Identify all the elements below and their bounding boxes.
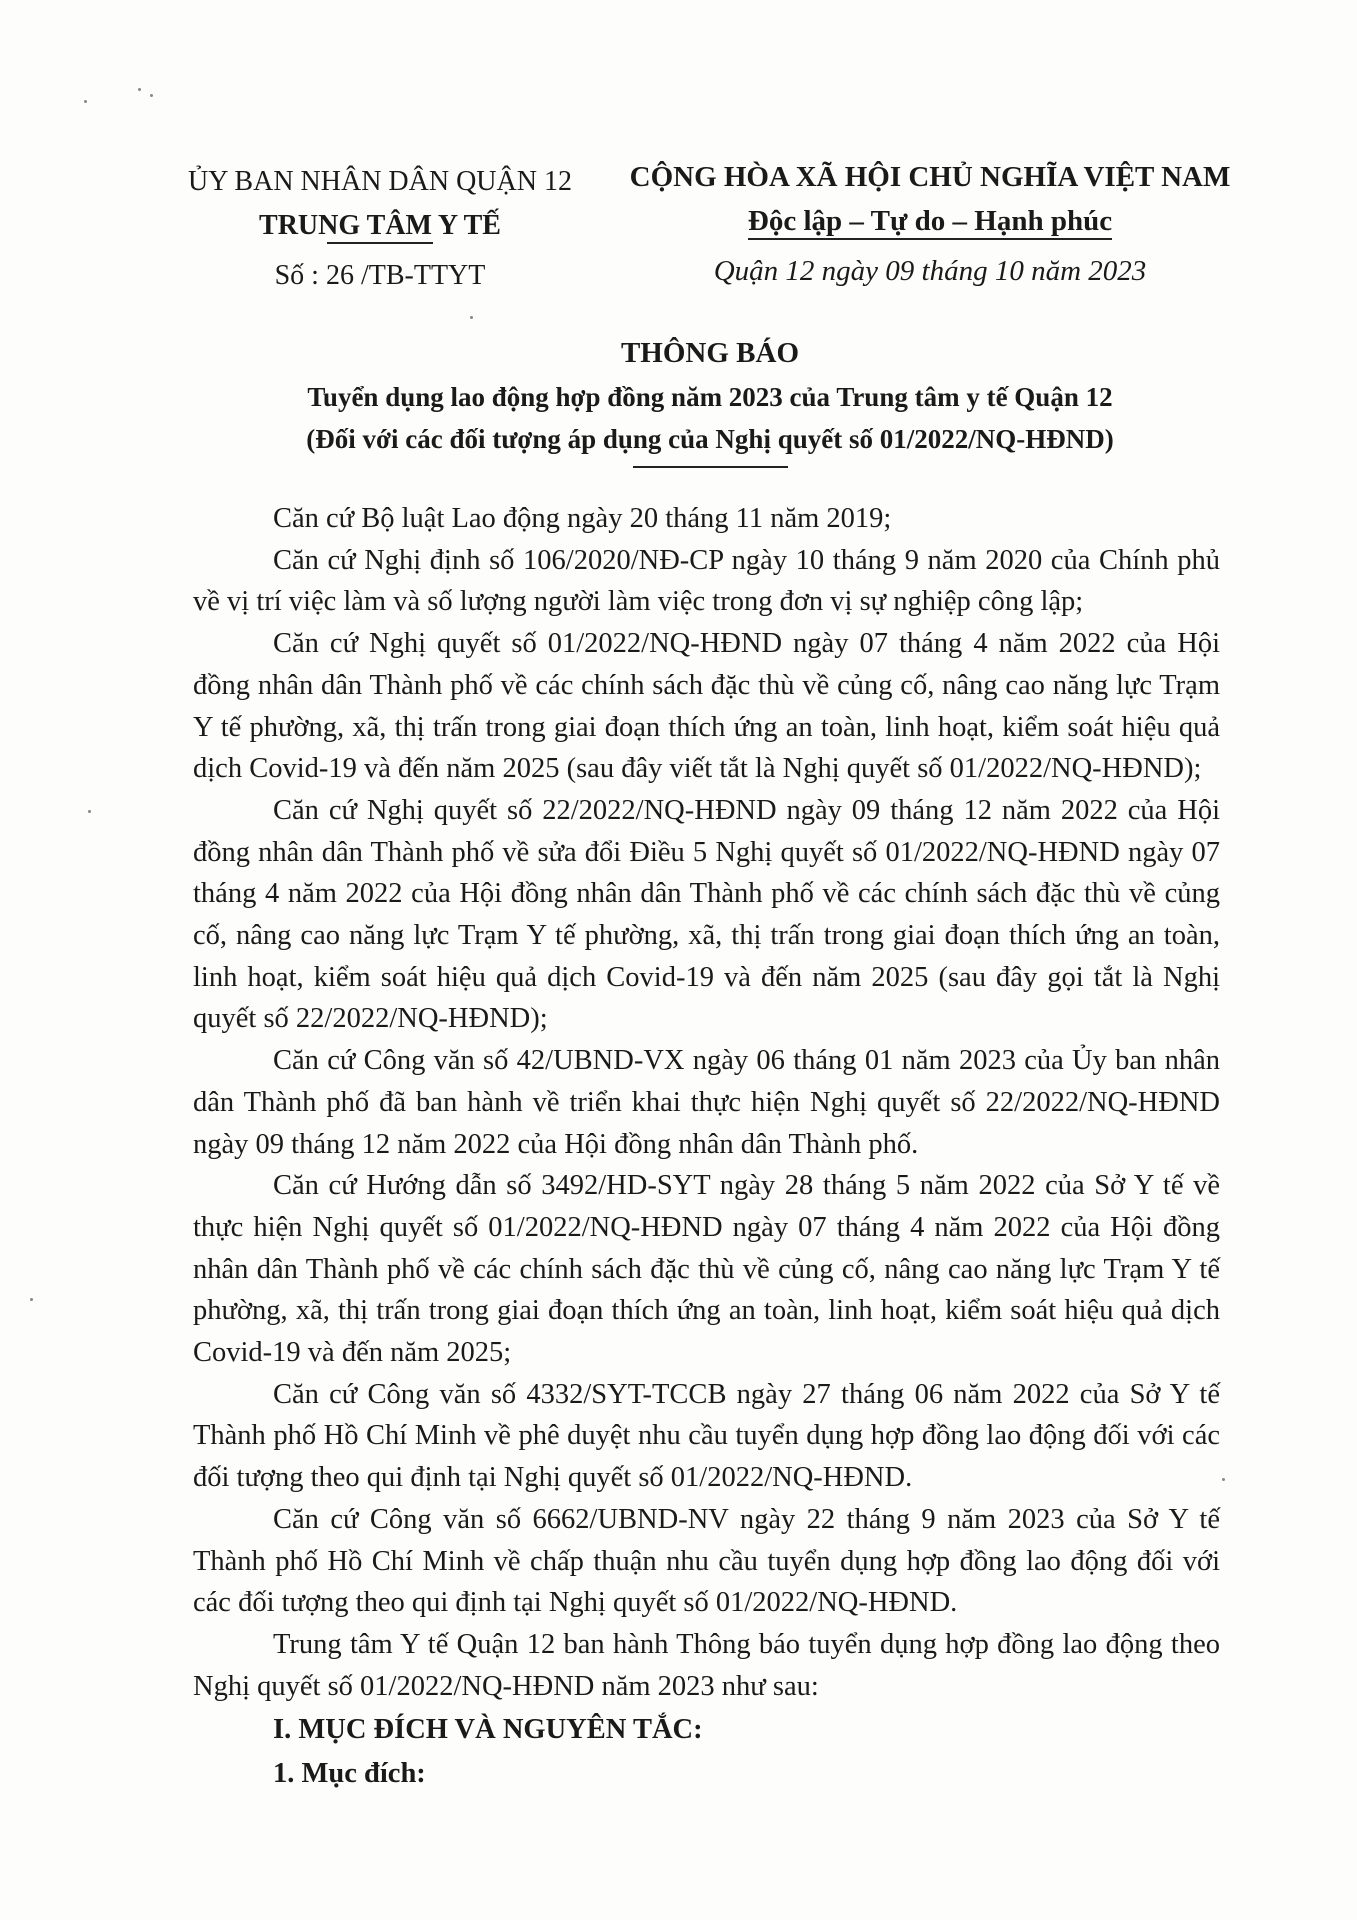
legal-basis-paragraph: Căn cứ Nghị quyết số 01/2022/NQ-HĐND ngày 07 tháng 4 năm 2022 của Hội đồng nhân dân Thành phố về các chính sách đặc thù về củng cố, nâng cao năng lực Trạm Y tế phường, xã, thị trấn trong giai đoạn thích ứng an toàn, linh hoạt, kiểm soát hiệu quả dịch Covid-19 và đến năm 2025 (sau đây viết tắt là Nghị quyết số 01/2022/NQ-HĐND); xyxy=(193,628,1220,785)
legal-basis-paragraph: Căn cứ Công văn số 4332/SYT-TCCB ngày 27 tháng 06 năm 2022 của Sở Y tế Thành phố Hồ Chí Minh về phê duyệt nhu cầu tuyển dụng hợp đồng lao động đối với các đối tượng theo qui định tại Nghị quyết số 01/2022/NQ-HĐND. xyxy=(193,1378,1220,1494)
section-heading: I. MỤC ĐÍCH VÀ NGUYÊN TẮC: xyxy=(273,1714,703,1746)
country-name: CỘNG HÒA XÃ HỘI CHỦ NGHĨA VIỆT NAM xyxy=(629,161,1231,193)
document-body xyxy=(193,498,1220,1795)
legal-basis-paragraph: Căn cứ Công văn số 42/UBND-VX ngày 06 tháng 01 năm 2023 của Ủy ban nhân dân Thành phố đã ban hành về triển khai thực hiện Nghị quyết số 22/2022/NQ-HĐND ngày 09 tháng 12 năm 2022 của Hội đồng nhân dân Thành phố. xyxy=(193,1045,1220,1160)
legal-basis-paragraph: Căn cứ Hướng dẫn số 3492/HD-SYT ngày 28 tháng 5 năm 2022 của Sở Y tế về thực hiện Nghị quyết số 01/2022/NQ-HĐND ngày 07 tháng 4 năm 2022 của Hội đồng nhân dân Thành phố về các chính sách đặc thù về củng cố, nâng cao năng lực Trạm Y tế phường, xã, thị trấn trong giai đoạn thích ứng an toàn, linh hoạt, kiểm soát hiệu quả dịch Covid-19 và đến năm 2025; xyxy=(193,1170,1220,1369)
national-motto-text: Độc lập – Tự do – Hạnh phúc xyxy=(748,204,1112,240)
legal-basis-paragraph: Căn cứ Bộ luật Lao động ngày 20 tháng 11 năm 2019; xyxy=(273,503,892,534)
legal-basis-paragraph: Căn cứ Công văn số 6662/UBND-NV ngày 22 tháng 9 năm 2023 của Sở Y tế Thành phố Hồ Chí Minh về chấp thuận nhu cầu tuyển dụng hợp đồng lao động đối với các đối tượng theo qui định tại Nghị quyết số 01/2022/NQ-HĐND. xyxy=(193,1503,1220,1619)
subsection-heading: 1. Mục đích: xyxy=(273,1758,426,1790)
legal-basis-paragraph: Căn cứ Nghị định số 106/2020/NĐ-CP ngày 10 tháng 9 năm 2020 của Chính phủ về vị trí việc làm và số lượng người làm việc trong đơn vị sự nghiệp công lập; xyxy=(193,544,1220,618)
title-line-2: (Đối với các đối tượng áp dụng của Nghị quyết số 01/2022/NQ-HĐND) xyxy=(306,424,1114,454)
document-title xyxy=(120,330,1300,468)
document-number: Số : 26 /TB-TTYT xyxy=(274,260,486,291)
national-header-block xyxy=(610,155,1250,293)
title-main: THÔNG BÁO xyxy=(620,337,800,369)
issuing-agency-block xyxy=(150,160,610,298)
title-line-1: Tuyển dụng lao động hợp đồng năm 2023 của Trung tâm y tế Quận 12 xyxy=(307,382,1113,412)
agency-name-text: TRUNG TÂM Y TẾ xyxy=(259,204,501,248)
agency-name xyxy=(150,204,610,248)
intro-paragraph: Trung tâm Y tế Quận 12 ban hành Thông báo tuyển dụng hợp đồng lao động theo Nghị quyết số 01/2022/NQ-HĐND năm 2023 như sau: xyxy=(193,1628,1220,1702)
legal-basis-paragraph: Căn cứ Nghị quyết số 22/2022/NQ-HĐND ngày 09 tháng 12 năm 2022 của Hội đồng nhân dân Thành phố về sửa đổi Điều 5 Nghị quyết số 01/2022/NQ-HĐND ngày 07 tháng 4 năm 2022 của Hội đồng nhân dân Thành phố về các chính sách đặc thù về củng cố, nâng cao năng lực Trạm Y tế phường, xã, thị trấn trong giai đoạn thích ứng an toàn, linh hoạt, kiểm soát hiệu quả dịch Covid-19 và đến năm 2025 (sau đây gọi tắt là Nghị quyết số 22/2022/NQ-HĐND); xyxy=(193,794,1220,1035)
place-and-date: Quận 12 ngày 09 tháng 10 năm 2023 xyxy=(713,255,1147,287)
title-divider xyxy=(633,466,788,468)
agency-parent: ỦY BAN NHÂN DÂN QUẬN 12 xyxy=(188,166,572,197)
national-motto xyxy=(610,199,1250,243)
